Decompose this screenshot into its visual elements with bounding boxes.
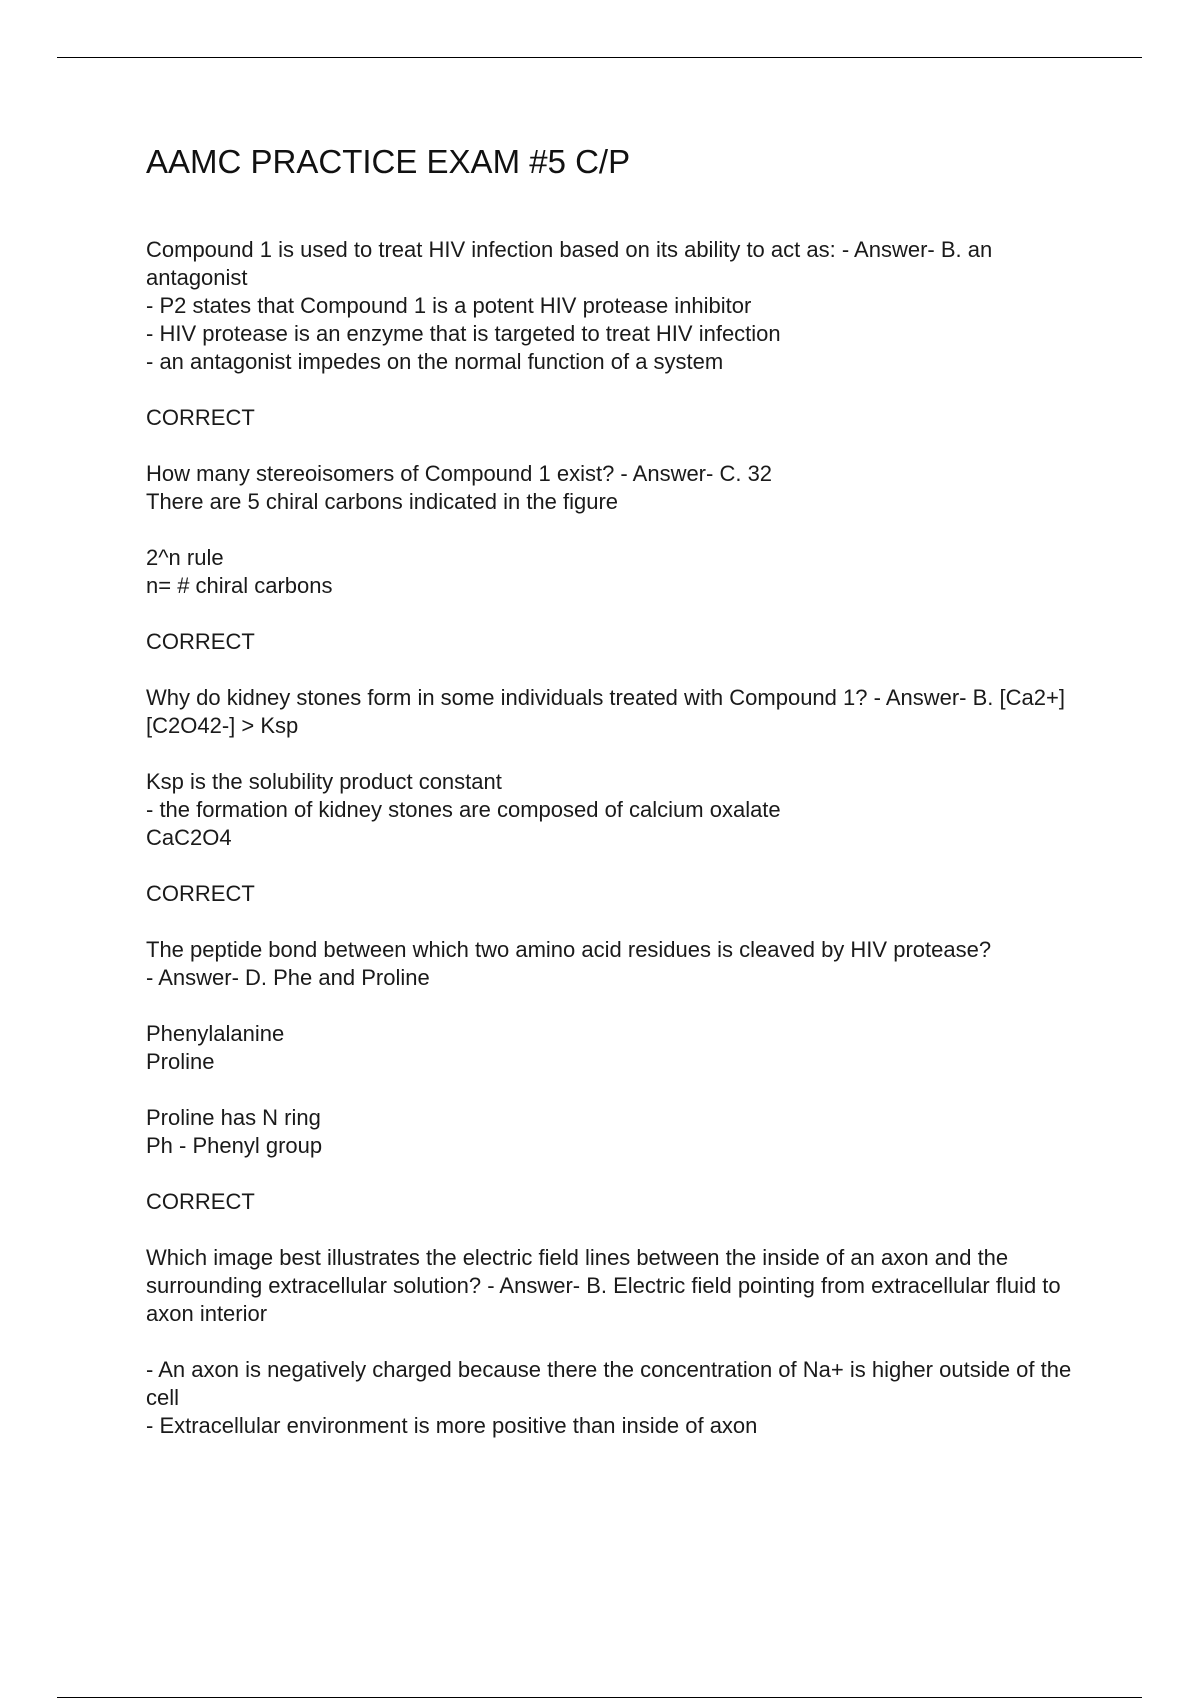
qa-entry-1 bbox=[146, 236, 1096, 432]
status-label: CORRECT bbox=[146, 880, 255, 906]
qa-entry-5 bbox=[146, 1244, 1096, 1440]
qa-entry-4 bbox=[146, 936, 1096, 1216]
document-page bbox=[146, 142, 1096, 1468]
question-text: Why do kidney stones form in some individuals treated with Compound 1? - Answer- B. [Ca2+][C2O42-] > Ksp bbox=[146, 684, 1065, 738]
qa-entry-2 bbox=[146, 460, 1096, 656]
status-label: CORRECT bbox=[146, 404, 255, 430]
question-text: The peptide bond between which two amino acid residues is cleaved by HIV protease? - Answer- D. Phe and Proline bbox=[146, 936, 992, 990]
question-text: Compound 1 is used to treat HIV infection based on its ability to act as: - Answer- B. an antagonist - P2 states that Compound 1 is a potent HIV protease inhibitor - HIV protease is an enzyme that is targeted to treat HIV infection - an antagonist impedes on the normal function of a system bbox=[146, 236, 993, 374]
status-label: CORRECT bbox=[146, 1188, 255, 1214]
question-text: How many stereoisomers of Compound 1 exist? - Answer- C. 32 There are 5 chiral carbons indicated in the figure bbox=[146, 460, 773, 514]
explanation-text: Phenylalanine Proline bbox=[146, 1020, 285, 1074]
explanation-text: Proline has N ring Ph - Phenyl group bbox=[146, 1104, 323, 1158]
explanation-text: - An axon is negatively charged because there the concentration of Na+ is higher outside of the cell - Extracellular environment is more positive than inside of axon bbox=[146, 1356, 1072, 1438]
explanation-text: Ksp is the solubility product constant - the formation of kidney stones are composed of calcium oxalate CaC2O4 bbox=[146, 768, 781, 850]
top-rule bbox=[57, 57, 1142, 58]
document-title: AAMC PRACTICE EXAM #5 C/P bbox=[146, 143, 631, 180]
question-text: Which image best illustrates the electric field lines between the inside of an axon and the surrounding extracellular solution? - Answer- B. Electric field pointing from extracellular fluid to axon interior bbox=[146, 1244, 1061, 1326]
qa-entry-3 bbox=[146, 684, 1096, 908]
status-label: CORRECT bbox=[146, 628, 255, 654]
bottom-rule bbox=[57, 1697, 1142, 1698]
explanation-text: 2^n rule n= # chiral carbons bbox=[146, 544, 333, 598]
